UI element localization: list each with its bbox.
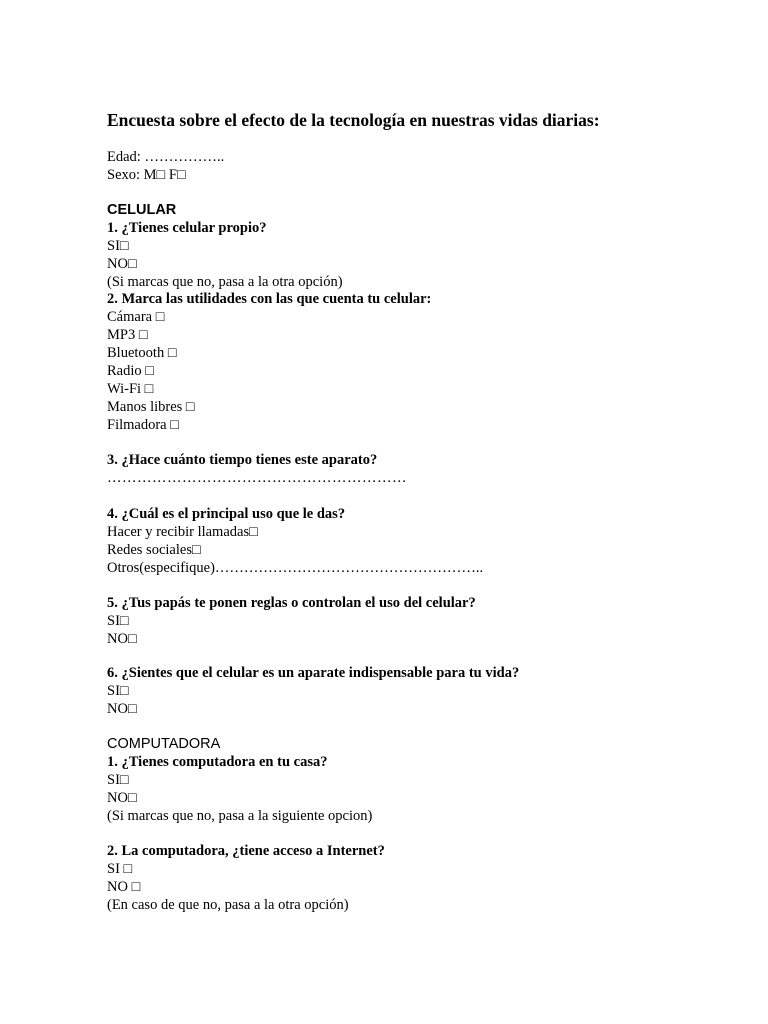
question-note: (Si marcas que no, pasa a la otra opción) [107,273,343,290]
question-note: (En caso de que no, pasa a la otra opción) [107,896,349,913]
question-block-celular-5 [107,595,476,649]
option-bluetooth: Bluetooth □ [107,345,177,362]
option-redes-sociales: Redes sociales□ [107,541,201,558]
option-radio: Radio □ [107,363,155,380]
question-celular-5: 5. ¿Tus papás te ponen reglas o controlan el uso del celular? [107,595,476,611]
question-block-celular-4 [107,506,483,578]
question-block-computadora-2 [107,843,385,915]
option-wifi: Wi-Fi □ [107,380,154,397]
option-yes: SI□ [107,237,129,254]
question-note: (Si marcas que no, pasa a la siguiente opcion) [107,807,373,824]
section-celular [107,202,431,435]
question-celular-4: 4. ¿Cuál es el principal uso que le das? [107,506,346,522]
option-yes: SI □ [107,860,133,877]
question-celular-1: 1. ¿Tienes celular propio? [107,219,267,236]
option-no: NO □ [107,878,141,895]
option-no: NO□ [107,255,137,272]
age-field: Edad: …………….. [107,149,225,165]
question-celular-3: 3. ¿Hace cuánto tiempo tienes este aparato? [107,452,378,468]
option-otros: Otros(especifique)……………………………………………….. [107,559,484,576]
section-heading-celular: CELULAR [107,202,177,218]
section-heading-computadora: COMPUTADORA [107,736,221,752]
option-yes: SI□ [107,771,129,788]
sex-field: Sexo: M□ F□ [107,166,186,183]
answer-line: …………………………………………………… [107,469,407,486]
option-no: NO□ [107,630,137,647]
option-camara: Cámara □ [107,309,165,326]
question-computadora-1: 1. ¿Tienes computadora en tu casa? [107,753,328,770]
question-celular-2: 2. Marca las utilidades con las que cuenta tu celular: [107,291,432,308]
question-celular-6: 6. ¿Sientes que el celular es un aparate indispensable para tu vida? [107,665,520,681]
question-block-celular-6 [107,665,519,719]
option-filmadora: Filmadora □ [107,416,179,433]
option-yes: SI□ [107,682,129,699]
question-block-celular-3 [107,452,407,488]
personal-info [107,149,224,185]
option-manos-libres: Manos libres □ [107,398,195,415]
section-computadora [107,736,372,825]
option-llamadas: Hacer y recibir llamadas□ [107,523,258,540]
option-mp3: MP3 □ [107,327,148,344]
question-computadora-2: 2. La computadora, ¿tiene acceso a Internet? [107,843,385,859]
option-no: NO□ [107,789,137,806]
survey-title: Encuesta sobre el efecto de la tecnología en nuestras vidas diarias: [107,110,600,130]
option-yes: SI□ [107,612,129,629]
option-no: NO□ [107,700,137,717]
